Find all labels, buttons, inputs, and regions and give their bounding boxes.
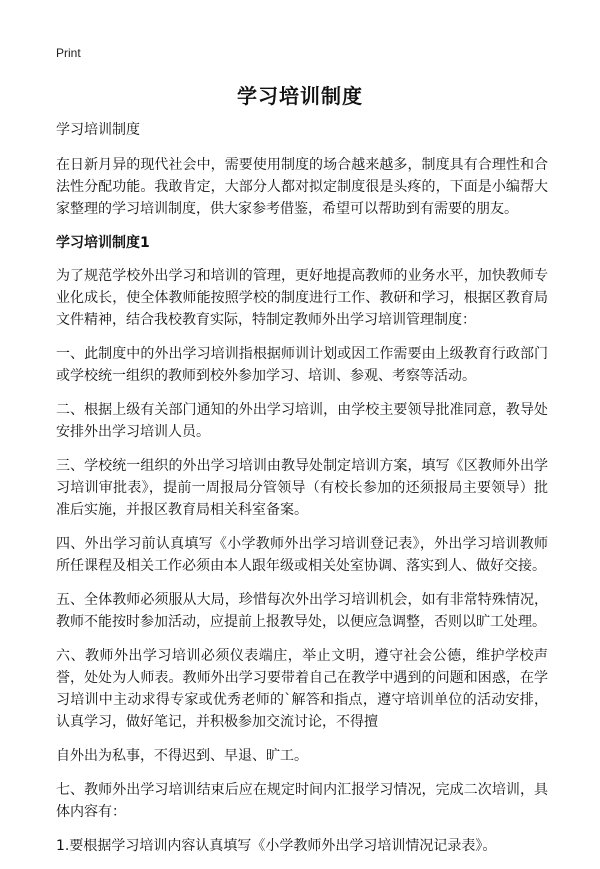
paragraph-item-5: 五、全体教师必须服从大局，珍惜每次外出学习培训机会，如有非常特殊情况，教师不能按时参加活动，应提前上报教导处，以便应急调整，否则以旷工处理。 — [56, 592, 548, 630]
paragraph-item-4: 四、外出学习前认真填写《小学教师外出学习培训登记表》，外出学习培训教师所任课程及相关工作必须由本人跟年级或相关处室协调、落实到人、做好交接。 — [56, 536, 548, 574]
paragraph-preamble: 为了规范学校外出学习和培训的管理，更好地提高教师的业务水平，加快教师专业化成长，使全体教师能按照学校的制度进行工作、教研和学习，根据区教育局文件精神，结合我校教育实际，特制定教师外出学习培训管理制度： — [56, 268, 548, 328]
section-heading: 学习培训制度1 — [56, 235, 150, 251]
paragraph-item-2: 二、根据上级有关部门通知的外出学习培训，由学校主要领导批准同意，教导处安排外出学习培训人员。 — [56, 402, 548, 440]
document-body — [56, 119, 548, 869]
paragraph-item-7: 七、教师外出学习培训结束后应在规定时间内汇报学习情况，完成二次培训，具体内容有： — [56, 782, 548, 820]
print-label[interactable]: Print — [56, 46, 81, 60]
intro-paragraph: 在日新月异的现代社会中，需要使用制度的场合越来越多，制度具有合理性和合法性分配功能。我敢肯定，大部分人都对拟定制度很是头疼的，下面是小编帮大家整理的学习培训制度，供大家参考借鉴，希望可以帮助到有需要的朋友。 — [56, 157, 548, 217]
paragraph-item-6: 六、教师外出学习培训必须仪表端庄，举止文明，遵守社会公德，维护学校声誉，处处为人师表。教师外出学习要带着自己在教学中遇到的问题和困惑，在学习培训中主动求得专家或优秀老师的`解答和指点，遵守培训单位的活动安排，认真学习，做好笔记，并积极参加交流讨论，不得擅 — [56, 648, 548, 730]
paragraph-item-3: 三、学校统一组织的外出学习培训由教导处制定培训方案，填写《区教师外出学习培训审批表》，提前一周报局分管领导（有校长参加的还须报局主要领导）批准后实施，并报区教育局相关科室备案。 — [56, 458, 548, 518]
page-title: 学习培训制度 — [237, 84, 363, 108]
paragraph-item-1: 一、此制度中的外出学习培训指根据师训计划或因工作需要由上级教育行政部门或学校统一组织的教师到校外参加学习、培训、参观、考察等活动。 — [56, 346, 548, 384]
subtitle: 学习培训制度 — [56, 122, 140, 138]
paragraph-item-6-continued: 自外出为私事，不得迟到、早退、旷工。 — [56, 748, 308, 764]
paragraph-sub-item-1: 1.要根据学习培训内容认真填写《小学教师外出学习培训情况记录表》。 — [56, 838, 497, 854]
